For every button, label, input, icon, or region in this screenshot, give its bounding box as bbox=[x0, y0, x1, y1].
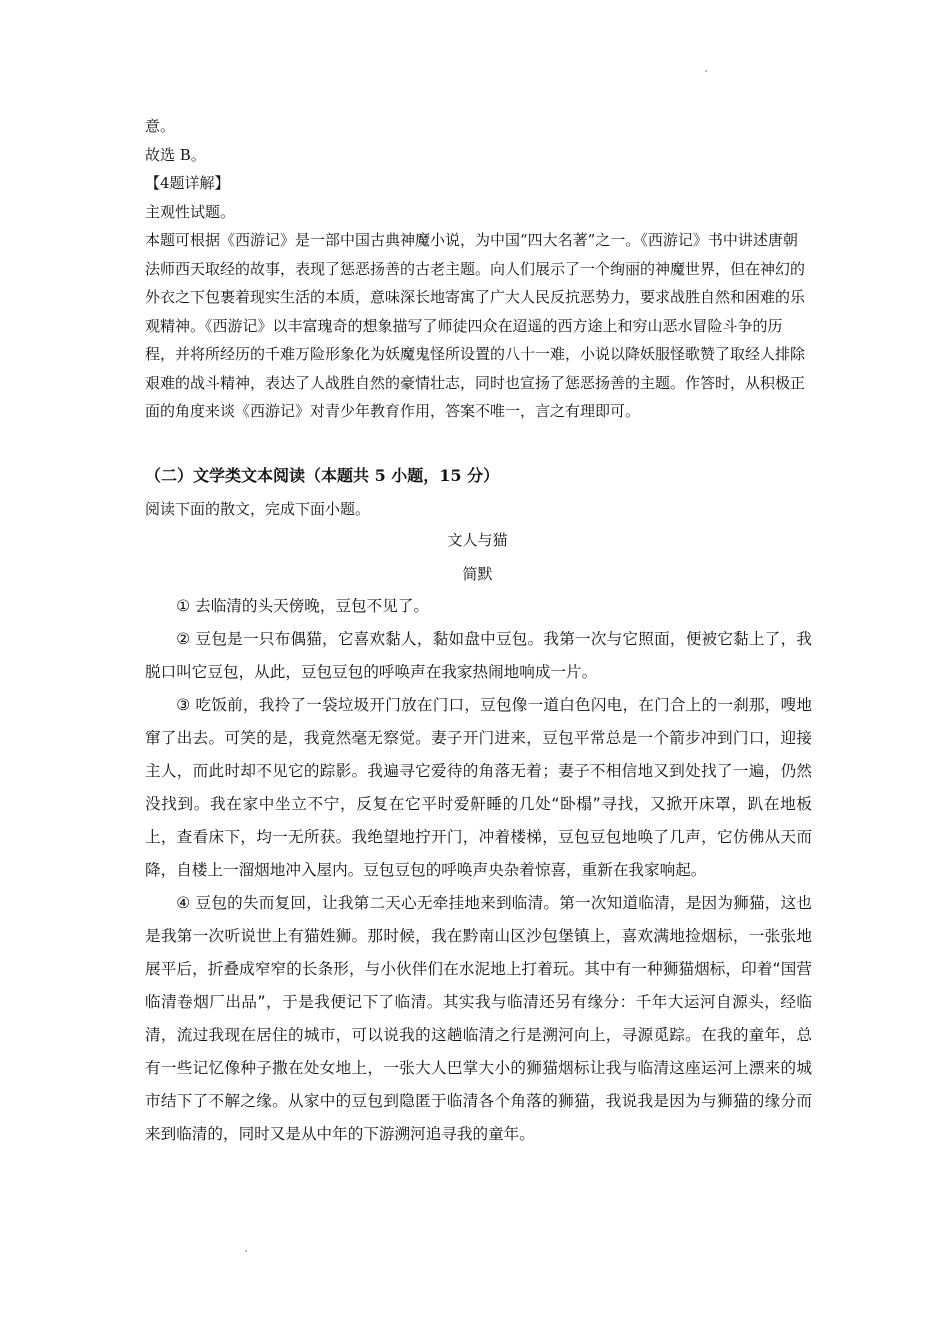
essay-paragraph-2: ② 豆包是一只布偶猫，它喜欢黏人，黏如盘中豆包。我第一次与它照面，便被它黏上了，我脱口叫它豆包，从此，豆包豆包的呼唤声在我家热闹地响成一片。 bbox=[145, 630, 812, 681]
section-instruction: 阅读下面的散文，完成下面小题。 bbox=[145, 500, 371, 518]
answer-block bbox=[145, 112, 810, 426]
answer-choice: 故选 B。 bbox=[145, 145, 206, 164]
scan-speck bbox=[245, 1250, 247, 1252]
question-4-type: 主观性试题。 bbox=[145, 202, 236, 221]
essay-body bbox=[145, 590, 812, 1151]
essay-title: 文人与猫 bbox=[447, 531, 508, 549]
section-heading: （二）文学类文本阅读（本题共 5 小题，15 分） bbox=[145, 466, 500, 485]
essay-paragraph-3: ③ 吃饭前，我拎了一袋垃圾开门放在门口，豆包像一道白色闪电，在门合上的一刹那，嗖地窜了出去。可笑的是，我竟然毫无察觉。妻子开门进来，豆包平常总是一个箭步冲到门口，迎接主人，而此时却不见它的踪影。我遍寻它爱待的角落无着；妻子不相信地又到处找了一遍，仍然没找到。我在家中坐立不宁，反复在它平时爱鼾睡的几处“卧榻”寻找，又掀开床罩，趴在地板上，查看床下，均一无所获。我绝望地拧开门，冲着楼梯，豆包豆包地唤了几声，它仿佛从天而降，自楼上一溜烟地冲入屋内。豆包豆包的呼唤声央杂着惊喜，重新在我家响起。 bbox=[145, 696, 812, 879]
essay-paragraph-4: ④ 豆包的失而复回，让我第二天心无牵挂地来到临清。第一次知道临清，是因为狮猫，这也是我第一次听说世上有猫姓狮。那时候，我在黔南山区沙包堡镇上，喜欢满地捡烟标，一张张地展平后，折叠成窄窄的长条形，与小伙伴们在水泥地上打着玩。其中有一种狮猫烟标，印着“国营临清卷烟厂出品”，于是我便记下了临清。其实我与临清还另有缘分：千年大运河自源头，经临清，流过我现在居住的城市，可以说我的这趟临清之行是溯河向上，寻源觅踪。在我的童年，总有一些记忆像种子撒在处女地上，一张大人巴掌大小的狮猫烟标让我与临清这座运河上漂来的城市结下了不解之缘。从家中的豆包到隐匿于临清各个角落的狮猫，我说我是因为与狮猫的缘分而来到临清的，同时又是从中年的下游溯河追寻我的童年。 bbox=[145, 894, 812, 1143]
essay-paragraph-1: ① 去临清的头天傍晚，豆包不见了。 bbox=[176, 597, 430, 615]
scan-speck bbox=[705, 70, 707, 72]
question-4-title: 【4题详解】 bbox=[145, 174, 230, 192]
answer-line-end: 意。 bbox=[145, 117, 176, 135]
question-4-explanation: 本题可根据《西游记》是一部中国古典神魔小说，为中国“四大名著”之一。《西游记》书中讲述唐朝法师西天取经的故事，表现了惩恶扬善的古老主题。向人们展示了一个绚丽的神魔世界，但在神幻的外衣之下包裹着现实生活的本质，意味深长地寄寓了广大人民反抗恶势力，要求战胜自然和困难的乐观精神。《西游记》以丰富瑰奇的想象描写了师徒四众在迢遥的西方途上和穷山恶水冒险斗争的历程，并将所经历的千难万险形象化为妖魔鬼怪所设置的八十一难，小说以降妖服怪歌赞了取经人排除艰难的战斗精神，表达了人战胜自然的豪情壮志，同时也宣扬了惩恶扬善的主题。作答时，从积极正面的角度来谈《西游记》对青少年教育作用，答案不唯一，言之有理即可。 bbox=[145, 231, 806, 420]
essay-author: 简默 bbox=[462, 565, 493, 583]
